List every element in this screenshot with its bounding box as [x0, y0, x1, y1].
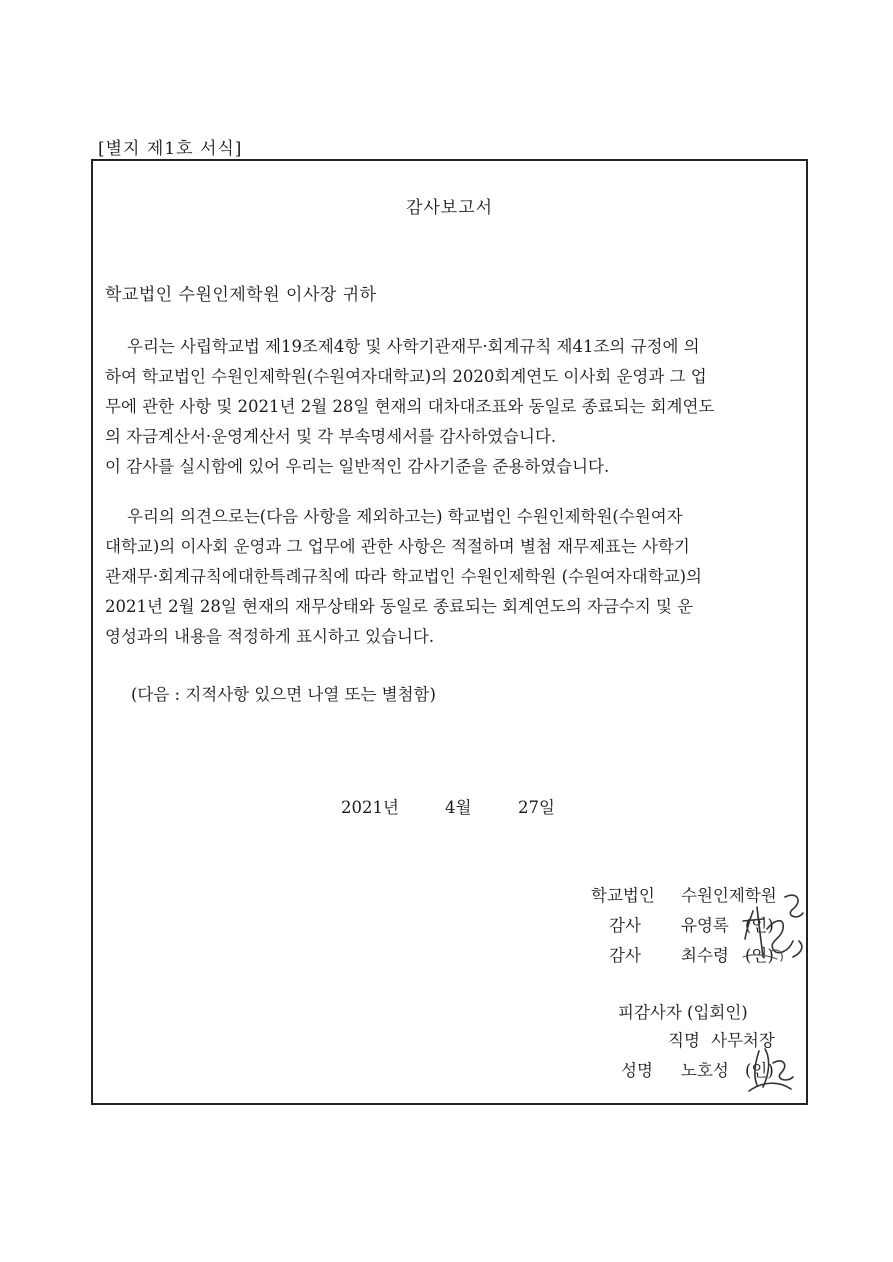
paragraph-line: 대학교)의 이사회 운영과 그 업무에 관한 사항은 적절하며 별첨 재무제표는 사학기: [105, 537, 690, 556]
paragraph-line: 관재무·회계규칙에대한특례규칙에 따라 학교법인 수원인제학원 (수원여자대학교)의: [105, 567, 702, 586]
position-label: 직명: [668, 1031, 700, 1050]
date-day: 27일: [518, 798, 555, 817]
auditor-name: 유영록: [681, 916, 729, 935]
auditee-signature-scribble: [729, 1041, 809, 1101]
corp-name: 수원인제학원: [681, 886, 777, 905]
auditor-signature-scribble: [723, 877, 813, 977]
auditor-seal: (인): [745, 946, 774, 965]
date-month: 4월: [445, 798, 472, 817]
paragraph-line: 우리의 의견으로는(다음 사항을 제외하고는) 학교법인 수원인제학원(수원여자: [127, 507, 683, 526]
findings-note: (다음 : 지적사항 있으면 나열 또는 별첨함): [131, 685, 436, 704]
paragraph-line: 영성과의 내용을 적정하게 표시하고 있습니다.: [105, 627, 435, 646]
corp-label: 학교법인: [591, 886, 655, 905]
auditor-seal: (인): [745, 916, 774, 935]
audit-scope-paragraph: [105, 332, 795, 482]
report-frame: [91, 159, 808, 1105]
auditor-name: 최수령: [681, 946, 729, 965]
paragraph-line: 하여 학교법인 수원인제학원(수원여자대학교)의 2020회계연도 이사회 운영과 그 업: [105, 367, 707, 386]
paragraph-line: 이 감사를 실시함에 있어 우리는 일반적인 감사기준을 준용하였습니다.: [105, 457, 610, 476]
paragraph-line: 2021년 2월 28일 현재의 재무상태와 동일로 종료되는 회계연도의 자금수지 및 운: [105, 597, 694, 616]
paragraph-line: 의 자금계산서·운영계산서 및 각 부속명세서를 감사하였습니다.: [105, 427, 557, 446]
auditee-label: 피감사자 (입회인): [618, 1003, 748, 1022]
name-value: 노호성: [681, 1061, 729, 1080]
form-label: [별지 제1호 서식]: [98, 139, 243, 159]
document-title: 감사보고서: [405, 198, 494, 218]
name-seal: (인): [745, 1061, 774, 1080]
paragraph-line: 무에 관한 사항 및 2021년 2월 28일 현재의 대차대조표와 동일로 종료되는 회계연도: [105, 397, 715, 416]
date-year: 2021년: [341, 798, 399, 817]
name-label: 성명: [621, 1061, 653, 1080]
position-value: 사무처장: [711, 1031, 775, 1050]
addressee: 학교법인 수원인제학원 이사장 귀하: [105, 285, 377, 305]
audit-opinion-paragraph: [105, 502, 795, 652]
auditor-role: 감사: [609, 916, 641, 935]
paragraph-line: 우리는 사립학교법 제19조제4항 및 사학기관재무·회계규칙 제41조의 규정에 의: [127, 337, 700, 356]
auditor-role: 감사: [609, 946, 641, 965]
